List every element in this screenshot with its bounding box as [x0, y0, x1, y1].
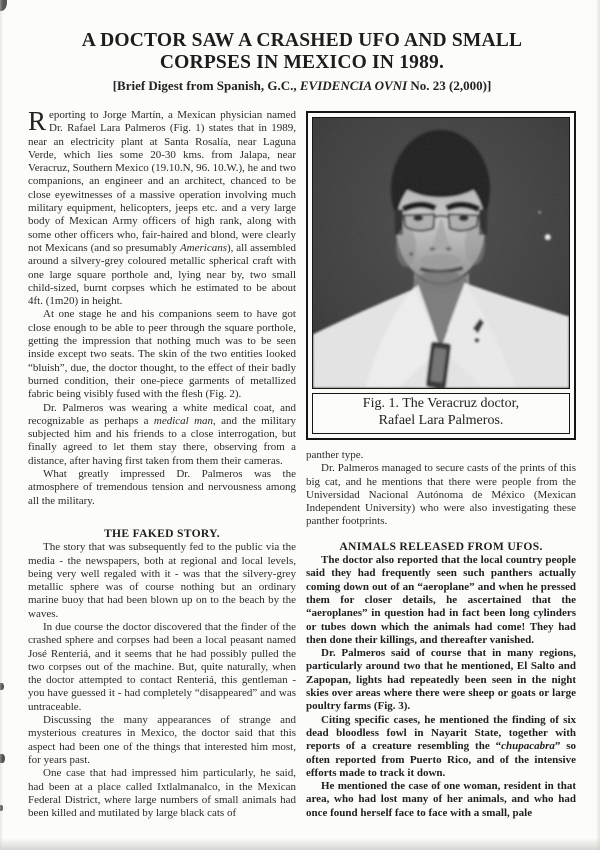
drop-cap: R — [28, 106, 47, 136]
article-title — [28, 30, 576, 73]
paragraph: Discussing the many appearances of strange and mysterious creatures in Mexico, the doctor said that this aspect had been one of the things that interested him most, for years past. — [28, 714, 296, 766]
article-subtitle: [Brief Digest from Spanish, G.C., EVIDENCIA OVNI No. 23 (2,000)] — [112, 78, 492, 93]
scan-edge-bottom — [0, 838, 600, 850]
scan-edge-left — [0, 0, 3, 850]
left-column — [28, 106, 296, 820]
paragraph: At one stage he and his companions seem to have got close enough to be able to peer through the square porthole, getting the impression that nothing much was to be seen inside except two seats. The skin of the two entities looked “bluish”, due, the doctor thought, to the effect of their badly burned condition, their one-piece garments of metallized fabric being visibly fused with the flesh (Fig. 2). — [28, 308, 296, 401]
photo-frame — [306, 111, 576, 440]
paragraph: The story that was subsequently fed to the public via the media - the newspapers, both at regional and local levels, being very well regaled with it - was that the silvery-grey metallic sphere was of course nothing but an ordinary marine buoy that had been blown up on to the beach by the waves. — [28, 541, 296, 620]
figure-1 — [306, 111, 576, 440]
paragraph: Dr. Palmeros managed to secure casts of the prints of this big cat, and he mentions that there were people from the Universidad Nacional Autónoma de México (Mexican Independent University) who were also investigating these panther footprints. — [306, 462, 576, 528]
title-line-2: CORPSES IN MEXICO IN 1989. — [159, 51, 445, 73]
paragraph: The doctor also reported that the local country people said they had frequently seen such panthers actually coming down out of an “aeroplane” and when he pressed them for closer details, he ascertained that the “aeroplanes” in question had in fact been long cylinders or tubes down which the animals had come! They had then done their killings, and thereafter vanished. — [306, 554, 576, 646]
figure-caption — [312, 393, 570, 434]
paragraph: In due course the doctor discovered that the finder of the crashed sphere and corpses had been a local peasant named José Renteriá, and it seems that he had possibly pulled the two corpses out of the machine. But, quite naturally, when the doctor attempted to contact Renteriá, this gentleman - you have guessed it - had completely “disappeared” and was untraceable. — [28, 620, 296, 713]
paragraph: One case that had impressed him particularly, he said, had been at a place called Ixtlalmanalco, in the Mexican Federal District, where large numbers of small animals had been killed and mutilated by large black cats of — [28, 767, 296, 820]
doctor-portrait-photo — [312, 117, 570, 389]
paragraph: What greatly impressed Dr. Palmeros was the atmosphere of tremendous tension and nervousness among all the military. — [28, 468, 296, 507]
section-heading-animals: ANIMALS RELEASED FROM UFOS. — [339, 539, 543, 553]
two-column-body — [28, 106, 577, 820]
paragraph: Dr. Palmeros was wearing a white medical coat, and recognizable as perhaps a medical man, and the military subjected him and his friends to a close interrogation, but finally agreed to let them stay there, observing from a distance, after having first taken from them their cameras. — [28, 401, 296, 467]
caption-line-1: Fig. 1. The Veracruz doctor, — [362, 396, 520, 411]
right-column — [306, 109, 576, 820]
title-line-1: A DOCTOR SAW A CRASHED UFO AND SMALL — [81, 30, 523, 51]
paragraph-continuation: panther type. — [306, 449, 364, 461]
section-heading-faked-story: THE FAKED STORY. — [104, 526, 220, 540]
article-content — [28, 30, 576, 820]
paragraph: Reporting to Jorge Martín, a Mexican physician named Dr. Rafael Lara Palmeros (Fig. 1) states that in 1989, near an electricity plant at Santa Rosalía, near Laguna Verde, which lies some 20-30 kms. from Jalapa, near Veracruz, Southern Mexico (19.10.N, 96. 10.W.), he and two companions, an engineer and an architect, chanced to be close eyewitnesses of a massive operation involving much military equipment, helicopters, jeeps etc. and a very large body of Mexican Army officers of high rank, along with some other officers who, fair-haired and blond, were clearly not Mexicans (and so presumably Americans), all assembled around a silvery-grey coloured metallic spherical craft with one large square porthole and, lying near by, two small child-sized, burnt corpses which he estimated to be about 4ft. (1m20) in height. — [28, 106, 296, 308]
paragraph: He mentioned the case of one woman, resident in that area, who had lost many of her animals, and who had once found herself face to face with a small, pale — [306, 780, 576, 819]
caption-line-2: Rafael Lara Palmeros. — [378, 412, 504, 428]
scan-edge-right — [596, 0, 600, 850]
bold-section — [306, 554, 576, 820]
paragraph: Dr. Palmeros said of course that in many regions, particularly around two that he mentioned, El Salto and Zapopan, lights had repeatedly been seen in the night skies over areas where there were sheep or goats or large poultry farms (Fig. 3). — [306, 647, 576, 713]
paragraph: Citing specific cases, he mentioned the finding of six dead bloodless fowl in Nayarit State, together with reports of a creature resembling the “chupacabra” so often reported from Puerto Rico, and of the intensive efforts made to track it down. — [306, 713, 577, 779]
